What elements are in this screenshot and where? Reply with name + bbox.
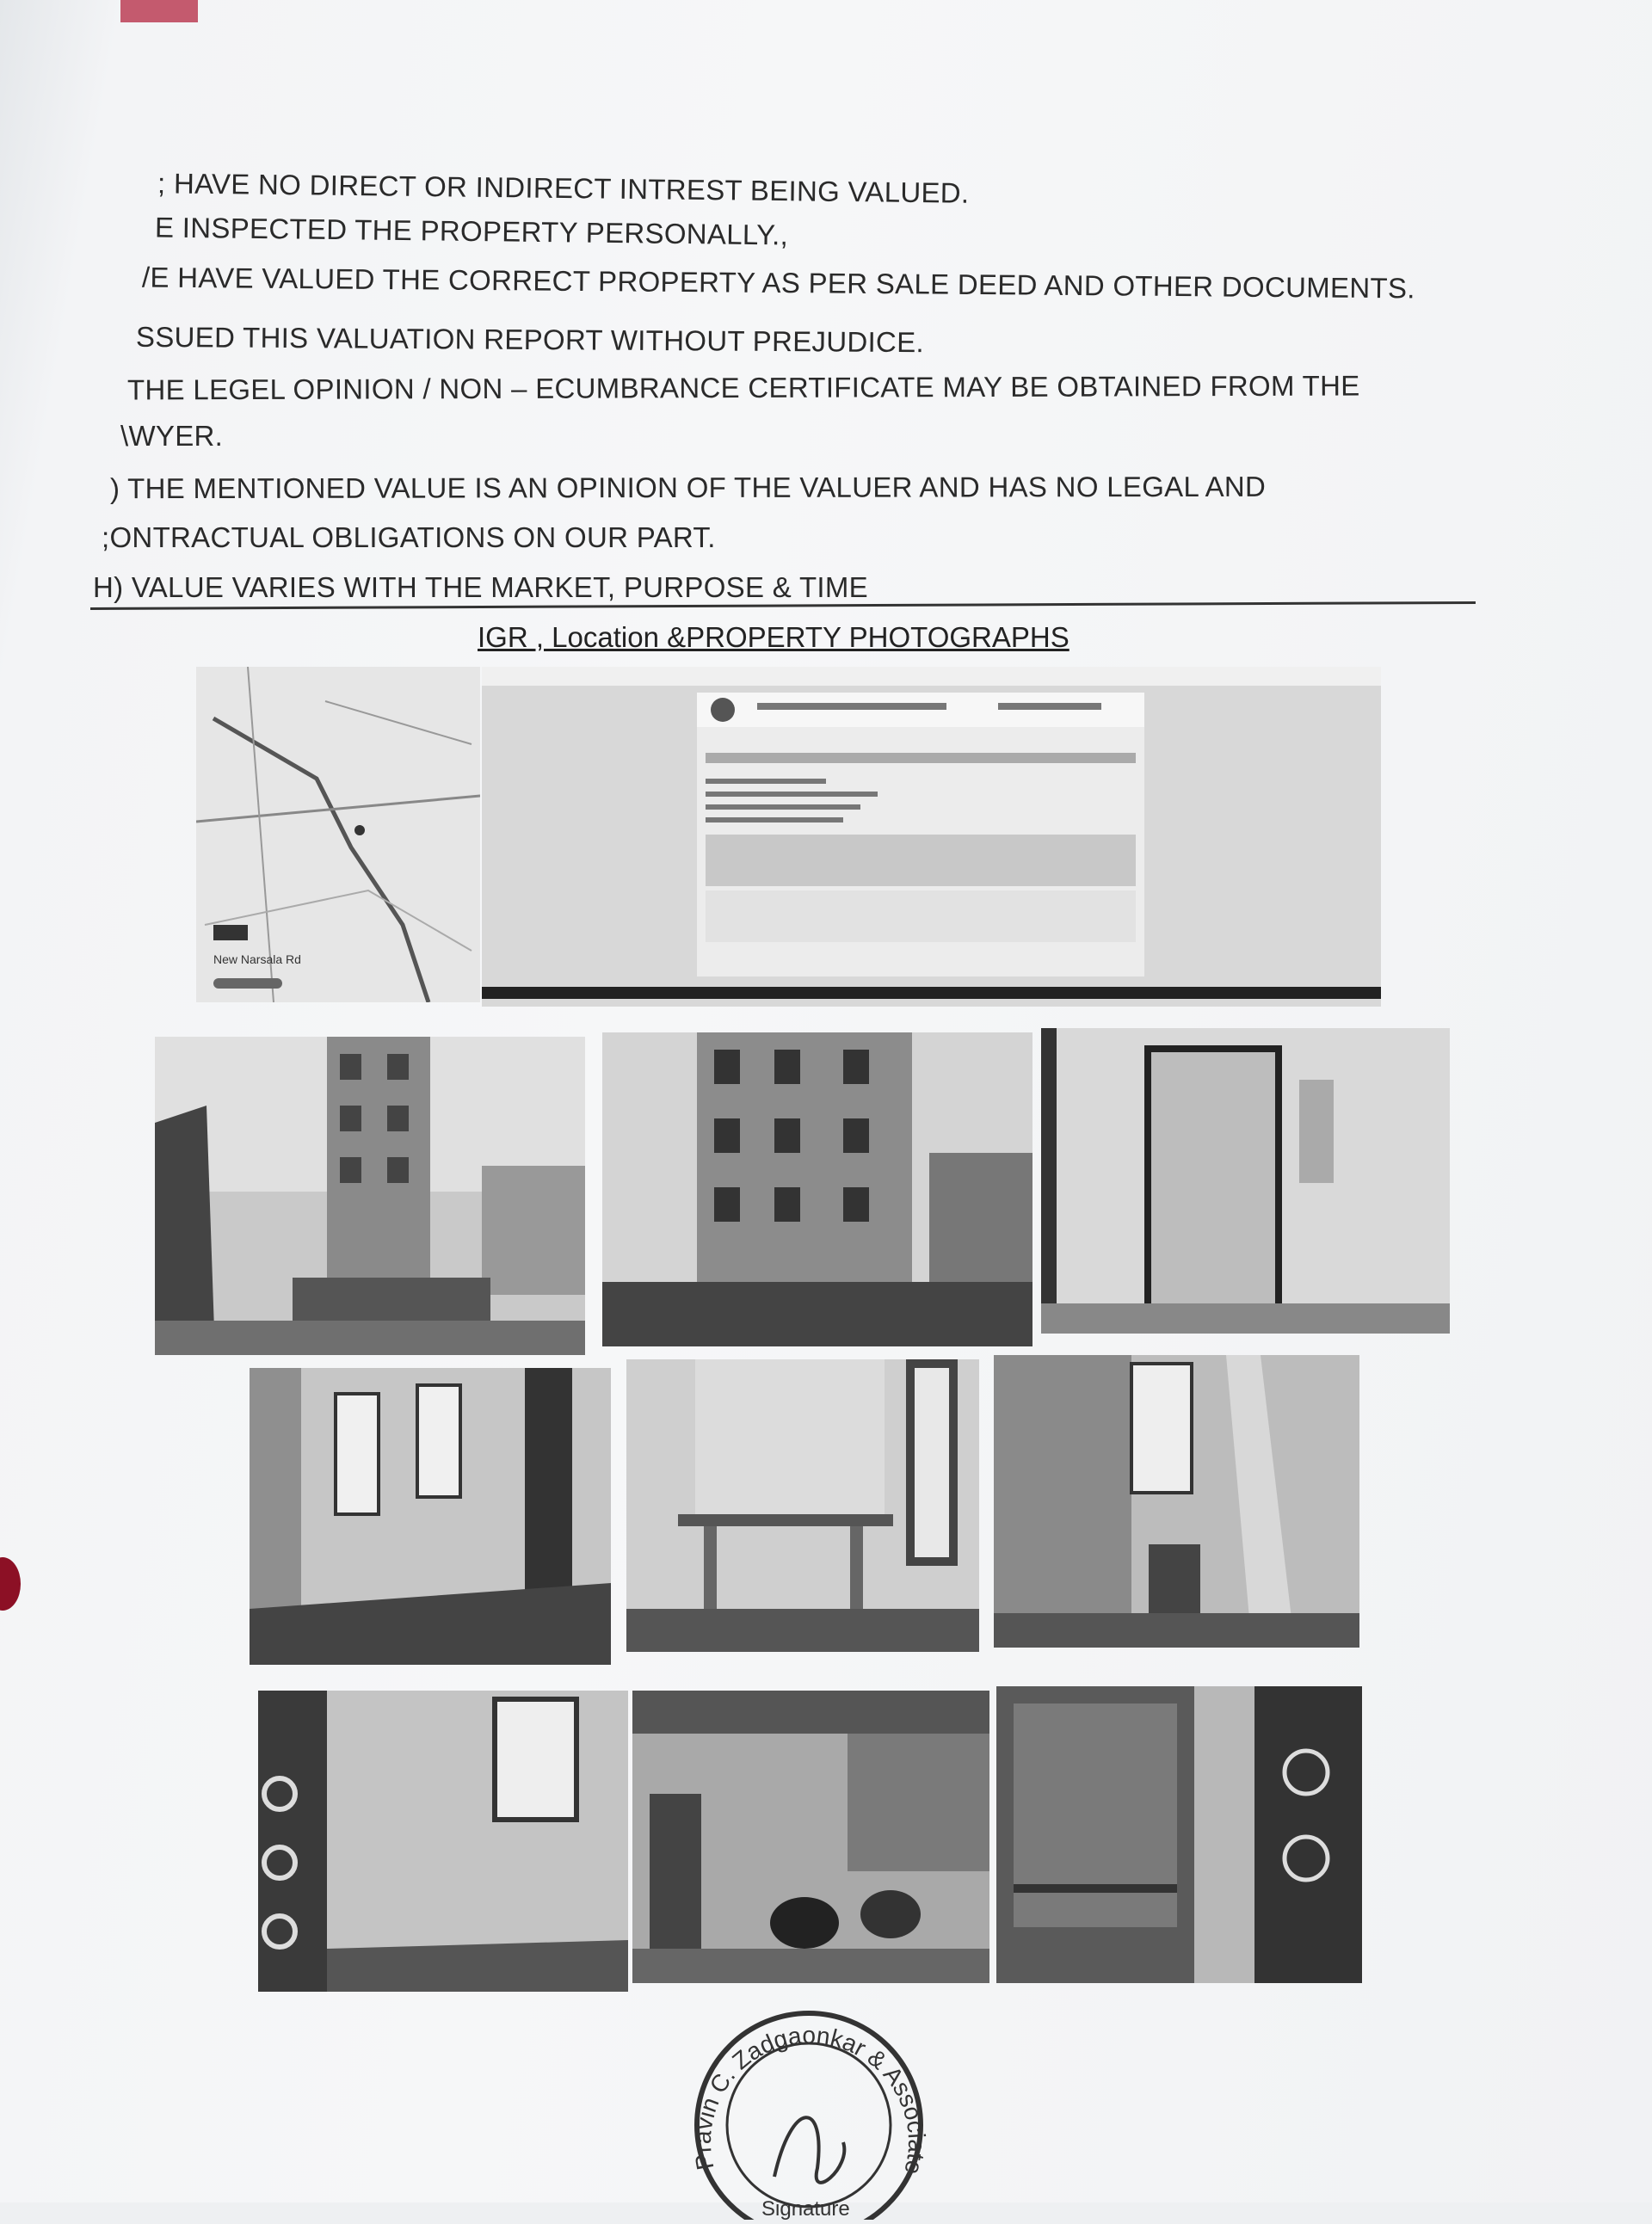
statement-line: /E HAVE VALUED THE CORRECT PROPERTY AS PER SALE DEED AND OTHER DOCUMENTS. bbox=[141, 261, 1415, 305]
igr-record-screenshot bbox=[482, 667, 1381, 1007]
map-road-label: New Narsala Rd bbox=[213, 952, 301, 966]
statement-line: ) THE MENTIONED VALUE IS AN OPINION OF THE VALUER AND HAS NO LEGAL AND bbox=[109, 470, 1267, 505]
location-map-image bbox=[196, 667, 480, 1002]
svg-text:Pravin C. Zadgaonkar & Associa bbox=[680, 1996, 930, 2178]
red-paper-tab bbox=[120, 0, 198, 22]
photo-interior-door bbox=[1041, 1028, 1450, 1334]
photo-room-decorative-door bbox=[996, 1686, 1362, 1983]
photo-building-exterior-2 bbox=[602, 1032, 1032, 1346]
photo-room-curtain bbox=[994, 1355, 1359, 1648]
photo-parking-motorcycles bbox=[632, 1691, 989, 1983]
statement-line: SSUED THIS VALUATION REPORT WITHOUT PREJUDICE. bbox=[135, 320, 925, 359]
photo-kitchen-platform bbox=[626, 1359, 979, 1652]
statement-line: ;ONTRACTUAL OBLIGATIONS ON OUR PART. bbox=[102, 521, 716, 553]
stamp-signature-label: Signature bbox=[761, 2197, 850, 2220]
statement-line: ; HAVE NO DIRECT OR INDIRECT INTREST BEING VALUED. bbox=[157, 167, 970, 209]
stamp-text: Pravin C. Zadgaonkar & Associate bbox=[688, 2021, 931, 2178]
statement-line: THE LEGEL OPINION / NON – ECUMBRANCE CERTIFICATE MAY BE OBTAINED FROM THE bbox=[126, 369, 1360, 406]
photo-room-windows bbox=[250, 1368, 611, 1665]
statement-line: H) VALUE VARIES WITH THE MARKET, PURPOSE & TIME bbox=[93, 571, 868, 603]
photo-room-grilled-window bbox=[258, 1691, 628, 1992]
statement-line: \WYER. bbox=[120, 420, 224, 452]
photo-building-exterior-1 bbox=[155, 1037, 585, 1355]
statement-line: E INSPECTED THE PROPERTY PERSONALLY., bbox=[154, 211, 789, 251]
valuer-stamp bbox=[680, 1996, 938, 2220]
section-heading: IGR , Location &PROPERTY PHOTOGRAPHS bbox=[478, 621, 1069, 653]
